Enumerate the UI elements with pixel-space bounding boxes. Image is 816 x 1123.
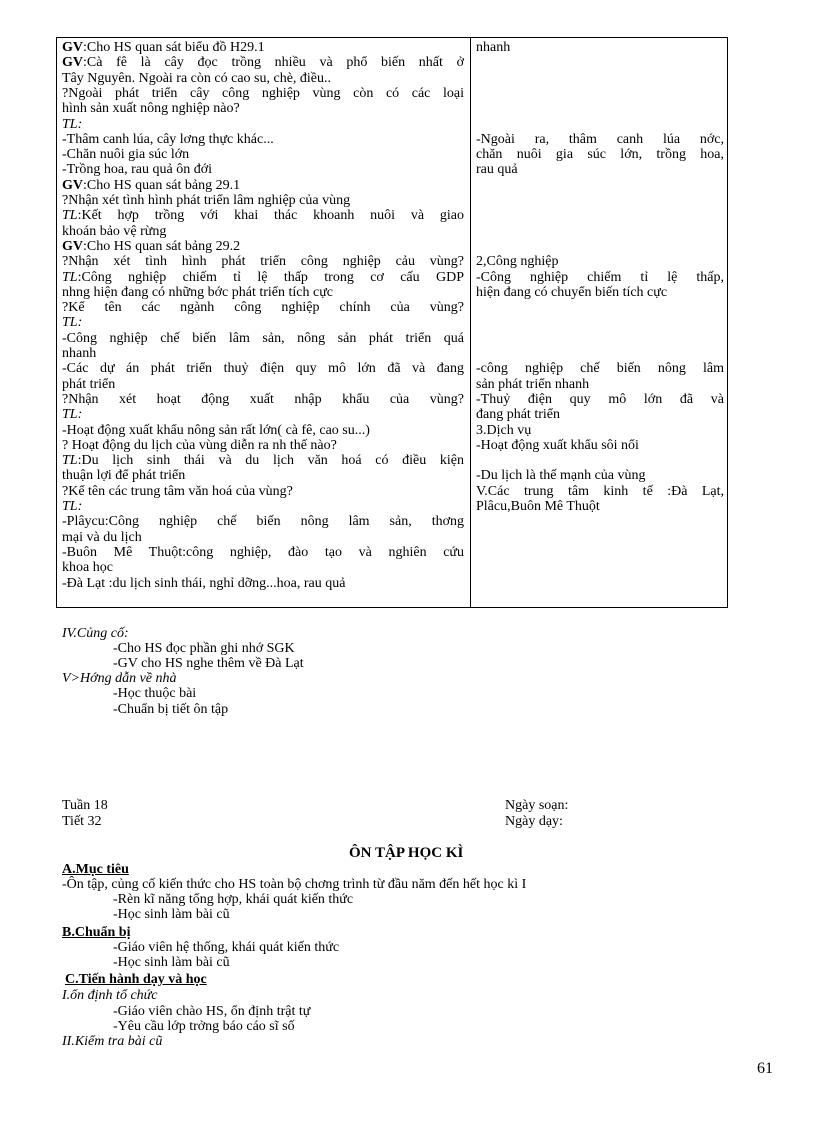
table-left-line: mại và du lịch	[62, 529, 142, 545]
table-right-line: -Ngoài ra, thâm canh lúa nớc,	[476, 131, 724, 147]
table-left-line: thuận lợi để phát triển	[62, 468, 186, 484]
table-left-line: GV:Cà fê là cây đọc trồng nhiều và phổ biến nhất ở	[62, 55, 464, 71]
table-right-line: -Hoạt động xuất khẩu sôi nổi	[476, 437, 639, 453]
subsection-heading: I.ổn định tổ chức	[62, 988, 158, 1003]
table-left-line: TL:Du lịch sinh thái và du lịch văn hoá có điều kiện	[62, 453, 464, 469]
page-number: 61	[757, 1060, 773, 1077]
table-left-line: ?Nhận xét tình hình phát triển công nghiệp cảu vùng?	[62, 254, 464, 270]
table-left-line: GV:Cho HS quan sát bảng 29.1	[62, 177, 241, 193]
table-left-line: -Chăn nuôi gia súc lớn	[62, 147, 190, 163]
table-right-line: rau quả	[476, 162, 518, 178]
table-right-line: V.Các trung tâm kinh tế :Đà Lạt,	[476, 483, 724, 499]
objective-item: -Rèn kĩ năng tổng hợp, khái quát kiến thức	[113, 892, 354, 907]
table-right-line: Plâcu,Buôn Mê Thuột	[476, 499, 600, 514]
table-left-line: TL:Công nghiệp chiếm tỉ lệ thấp trong cơ cấu GDP	[62, 269, 464, 285]
table-right-line: đang phát triển	[476, 407, 560, 423]
table-right-line: sản phát triển nhanh	[476, 376, 590, 392]
date-taught-label: Ngày dạy:	[505, 814, 563, 829]
table-left-line: -Plâycu:Công nghiệp chế biến nông lâm sản, thơng	[62, 514, 464, 530]
table-left-line: GV:Cho HS quan sát biểu đồ H29.1	[62, 40, 265, 55]
lesson-table	[56, 37, 728, 608]
huongdan-item: -Chuẩn bị tiết ôn tập	[113, 702, 229, 717]
table-left-line: -Công nghiệp chế biến lâm sản, nông sản phát triển quá	[62, 330, 464, 346]
table-left-line: -Trồng hoa, rau quả ôn đới	[62, 162, 212, 178]
cungco-item: -Cho HS đọc phần ghi nhớ SGK	[113, 641, 295, 656]
lesson-title: ÔN TẬP HỌC KÌ	[349, 845, 464, 861]
table-left-line: ?Kể tên các trung tâm văn hoá của vùng?	[62, 483, 293, 499]
table-right-line: 2,Công nghiệp	[476, 254, 559, 270]
table-right-line: -Du lịch là thế mạnh của vùng	[476, 468, 646, 484]
table-left-line: ?Kể tên các ngành công nghiệp chính của vùng?	[62, 300, 464, 316]
week-label: Tuần 18	[62, 798, 108, 813]
table-left-line: TL:	[62, 407, 83, 423]
subsection-heading: II.Kiểm tra bài cũ	[62, 1034, 163, 1049]
table-left-line: -Hoạt động xuất khẩu nông sản rất lớn( cà fê, cao su...)	[62, 422, 370, 438]
preparation-item: -Giáo viên hệ thống, khái quát kiến thức	[113, 940, 340, 955]
table-right-line: chăn nuôi gia súc lớn, trồng hoa,	[476, 147, 724, 163]
section-heading-c: C.Tiến hành dạy và học	[65, 972, 207, 987]
table-left-line: hình sản xuất nông nghiệp nào?	[62, 101, 240, 117]
table-left-line: -Các dự án phát triển thuỷ điện quy mô lớn đã và đang	[62, 361, 464, 377]
cungco-item: -GV cho HS nghe thêm về Đà Lạt	[113, 656, 304, 671]
table-left-line: TL:	[62, 499, 83, 514]
table-left-line: -Buôn Mê Thuột:công nghiệp, đào tạo và nghiên cứu	[62, 544, 464, 560]
preparation-item: -Học sinh làm bài cũ	[113, 955, 230, 970]
table-left-line: khoán bảo vệ rừng	[62, 223, 167, 239]
table-left-line: TL:	[62, 315, 83, 331]
table-column-divider	[470, 38, 471, 607]
section-heading-cungco: IV.Củng cố:	[62, 626, 129, 641]
section-heading-huongdan: V>Hớng dẫn về nhà	[62, 671, 177, 686]
table-left-line: -Đà Lạt :du lịch sinh thái, nghỉ dỡng...hoa, rau quả	[62, 575, 346, 591]
table-left-line: ? Hoạt động du lịch của vùng diễn ra nh thế nào?	[62, 437, 337, 453]
procedure-item: -Yêu cầu lớp trởng báo cáo sĩ số	[113, 1019, 295, 1034]
table-left-line: ?Ngoài phát triển cây công nghiệp vùng còn có các loại	[62, 85, 464, 101]
table-left-line: TL:	[62, 116, 83, 132]
table-right-line: nhanh	[476, 40, 511, 55]
table-right-line: -Thuỷ điện quy mô lớn đã và	[476, 391, 724, 407]
table-left-line: GV:Cho HS quan sát bảng 29.2	[62, 238, 241, 254]
table-left-line: nhng hiện đang có những bớc phát triển tích cực	[62, 284, 334, 300]
table-left-line: -Thâm canh lúa, cây lơng thực khác...	[62, 131, 274, 147]
section-heading-a: A.Mục tiêu	[62, 862, 129, 877]
section-heading-b: B.Chuẩn bị	[62, 925, 131, 940]
table-left-line: phát triển	[62, 376, 116, 392]
table-left-line: ?Nhận xét tình hình phát triển lâm nghiệp của vùng	[62, 193, 351, 208]
objective-item: -Học sinh làm bài cũ	[113, 907, 230, 922]
date-prepared-label: Ngày soạn:	[505, 798, 569, 813]
table-right-line: -công nghiệp chế biến nông lâm	[476, 361, 724, 377]
table-right-line: hiện đang có chuyển biến tích cực	[476, 284, 668, 300]
period-label: Tiết 32	[62, 814, 102, 829]
table-left-line: khoa học	[62, 560, 113, 576]
table-right-line: -Công nghiệp chiếm tỉ lệ thấp,	[476, 269, 724, 285]
huongdan-item: -Học thuộc bài	[113, 686, 197, 701]
table-left-line: TL:Kết hợp trồng với khai thác khoanh nuôi và giao	[62, 208, 464, 224]
table-left-line: ?Nhận xét hoạt động xuất nhập khẩu của vùng?	[62, 391, 464, 407]
table-left-line: nhanh	[62, 346, 97, 361]
table-right-line: 3.Dịch vụ	[476, 422, 532, 438]
objective-item: -Ôn tập, củng cố kiến thức cho HS toàn bộ chơng trình từ đầu năm đến hết học kì I	[62, 877, 527, 892]
table-left-line: Tây Nguyên. Ngoài ra còn có cao su, chè, điều..	[62, 70, 332, 86]
procedure-item: -Giáo viên chào HS, ổn định trật tự	[113, 1004, 311, 1019]
